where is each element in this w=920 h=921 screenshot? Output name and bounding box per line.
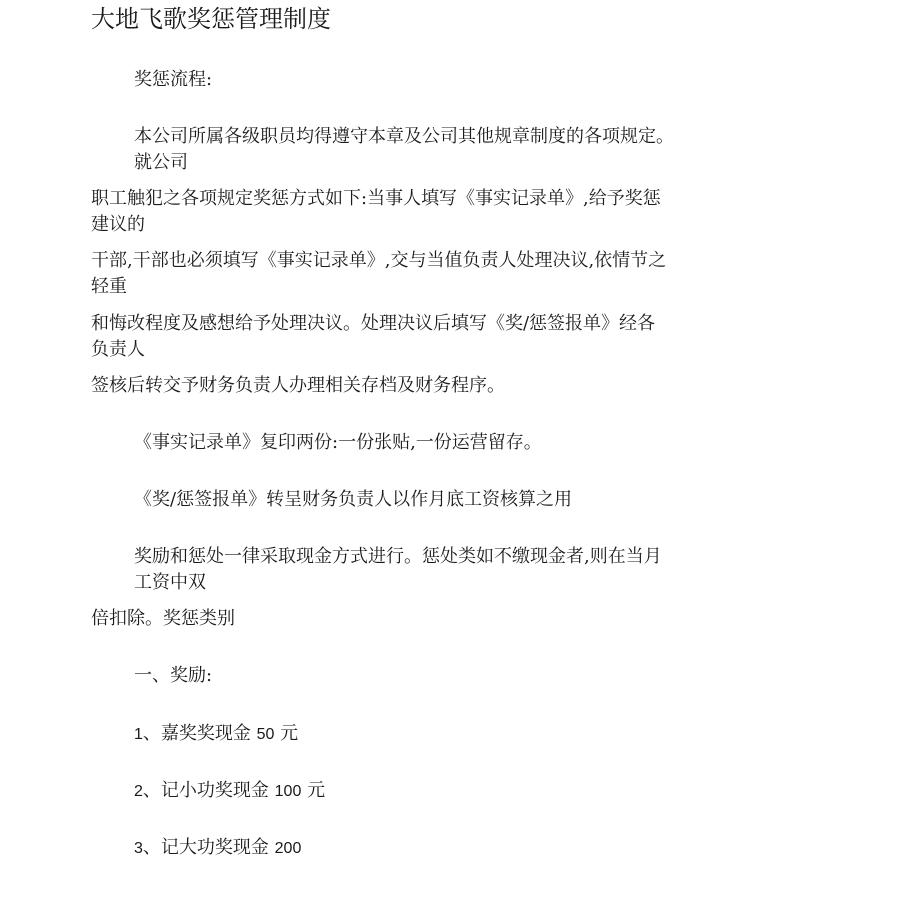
reward-item [134, 721, 298, 748]
section-heading-reward: 一、奖励: [134, 665, 213, 686]
paragraph-line: 就公司 [134, 152, 188, 173]
paragraph-line: 倍扣除。奖惩类别 [91, 608, 235, 629]
reward-item [134, 778, 325, 805]
paragraph-line: 轻重 [91, 276, 127, 297]
reward-unit: 元 [301, 780, 326, 801]
paragraph-line: 职工触犯之各项规定奖惩方式如下:当事人填写《事实记录单》,给予奖惩 [91, 188, 661, 209]
reward-item [134, 835, 301, 862]
paragraph-line: 工资中双 [134, 572, 206, 593]
reward-number: 3 [134, 840, 143, 857]
section-heading-flow: 奖惩流程: [134, 69, 213, 90]
reward-amount: 50 [256, 726, 275, 743]
paragraph-line: 本公司所属各级职员均得遵守本章及公司其他规章制度的各项规定。 [134, 126, 674, 147]
paragraph-line: 《事实记录单》复印两份:一份张贴,一份运营留存。 [134, 432, 542, 453]
paragraph-line: 干部,干部也必须填写《事实记录单》,交与当值负责人处理决议,依情节之 [91, 250, 667, 271]
paragraph-line: 负责人 [91, 339, 145, 360]
reward-amount: 100 [274, 783, 302, 800]
paragraph-line: 和悔改程度及感想给予处理决议。处理决议后填写《奖/惩签报单》经各 [91, 313, 656, 334]
paragraph-line: 奖励和惩处一律采取现金方式进行。惩处类如不缴现金者,则在当月 [134, 546, 662, 567]
reward-text: 、嘉奖奖现金 [142, 723, 257, 744]
paragraph-line: 签核后转交予财务负责人办理相关存档及财务程序。 [91, 375, 505, 396]
reward-amount: 200 [274, 840, 302, 857]
reward-number: 1 [134, 726, 143, 743]
paragraph-line: 建议的 [91, 214, 145, 235]
reward-number: 2 [134, 783, 143, 800]
reward-unit: 元 [274, 723, 299, 744]
paragraph-line: 《奖/惩签报单》转呈财务负责人以作月底工资核算之用 [134, 489, 573, 510]
page-title: 大地飞歌奖惩管理制度 [91, 5, 331, 33]
reward-text: 、记大功奖现金 [142, 837, 275, 858]
reward-text: 、记小功奖现金 [142, 780, 275, 801]
